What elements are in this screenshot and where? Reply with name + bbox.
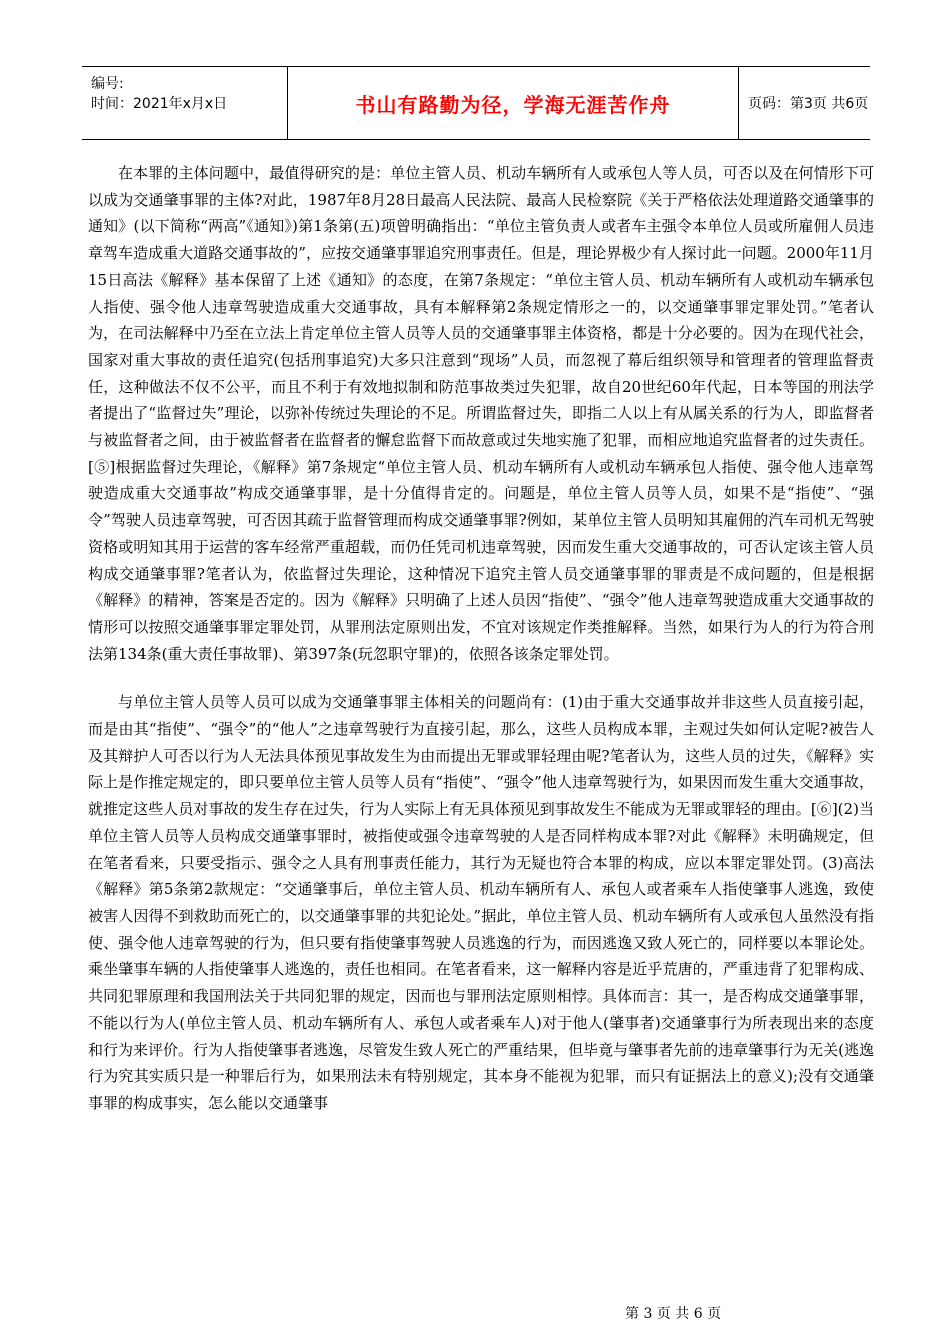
document-date-label: 时间：2021年x月x日 bbox=[91, 96, 228, 112]
page-footer: 第 3 页 共 6 页 bbox=[625, 1306, 722, 1322]
document-body bbox=[88, 160, 874, 1139]
document-code-label: 编号: bbox=[91, 76, 124, 92]
body-paragraph-2: 与单位主管人员等人员可以成为交通肇事罪主体相关的问题尚有：(1)由于重大交通事故并非这些人员直接引起，而是由其“指使”、“强令”的“他人”之违章驾驶行为直接引起，那么，这些人员构成本罪，主观过失如何认定呢?被告人及其辩护人可否以行为人无法具体预见事故发生为由而提出无罪或罪轻理由呢?笔者认为，这些人员的过失，《解释》实际上是作推定规定的，即只要单位主管人员等人员有“指使”、“强令”他人违章驾驶行为，如果因而发生重大交通事故，就推定这些人员对事故的发生存在过失，行为人实际上有无具体预见到事故发生不能成为无罪或罪轻的理由。[⑥](2)当单位主管人员等人员构成交通肇事罪时，被指使或强令违章驾驶的人是否同样构成本罪?对此《解释》未明确规定，但在笔者看来，只要受指示、强令之人具有刑事责任能力，其行为无疑也符合本罪的构成，应以本罪定罪处罚。(3)高法《解释》第5条第2款规定：“交通肇事后，单位主管人员、机动车辆所有人、承包人或者乘车人指使肇事人逃逸，致使被害人因得不到救助而死亡的，以交通肇事罪的共犯论处。”据此，单位主管人员、机动车辆所有人或承包人虽然没有指使、强令他人违章驾驶的行为，但只要有指使肇事驾驶人员逃逸的行为，而因逃逸又致人死亡的，同样要以本罪论处。乘坐肇事车辆的人指使肇事人逃逸的，责任也相同。在笔者看来，这一解释内容是近乎荒唐的，严重违背了犯罪构成、共同犯罪原理和我国刑法关于共同犯罪的规定，因而也与罪刑法定原则相悖。具体而言：其一，是否构成交通肇事罪，不能以行为人(单位主管人员、机动车辆所有人、承包人或者乘车人)对于他人(肇事者)交通肇事行为所表现出来的态度和行为来评价。行为人指使肇事者逃逸，尽管发生致人死亡的严重结果，但毕竟与肇事者先前的违章肇事行为无关(逃逸行为究其实质只是一种罪后行为，如果刑法未有特别规定，其本身不能视为犯罪，而只有证据法上的意义);没有交通肇事罪的构成事实，怎么能以交通肇事 bbox=[88, 693, 874, 1112]
header-meta bbox=[82, 67, 288, 139]
body-paragraph-1: 在本罪的主体问题中，最值得研究的是：单位主管人员、机动车辆所有人或承包人等人员，可否以及在何情形下可以成为交通肇事罪的主体?对此，1987年8月28日最高人民法院、最高人民检察院《关于严格依法处理道路交通肇事的通知》(以下简称“两高”《通知》)第1条第(五)项曾明确指出：“单位主管负责人或者车主强令本单位人员或所雇佣人员违章驾车造成重大道路交通事故的”，应按交通肇事罪追究刑事责任。但是，理论界极少有人探讨此一问题。2000年11月15日高法《解释》基本保留了上述《通知》的态度，在第7条规定：“单位主管人员、机动车辆所有人或机动车辆承包人指使、强令他人违章驾驶造成重大交通事故，具有本解释第2条规定情形之一的，以交通肇事罪定罪处罚。”笔者认为，在司法解释中乃至在立法上肯定单位主管人员等人员的交通肇事罪主体资格，都是十分必要的。因为在现代社会，国家对重大事故的责任追究(包括刑事追究)大多只注意到“现场”人员，而忽视了幕后组织领导和管理者的管理监督责任，这种做法不仅不公平，而且不利于有效地拟制和防范事故类过失犯罪，故自20世纪60年代起，日本等国的刑法学者提出了“监督过失”理论，以弥补传统过失理论的不足。所谓监督过失，即指二人以上有从属关系的行为人，即监督者与被监督者之间，由于被监督者在监督者的懈怠监督下而故意或过失地实施了犯罪，而相应地追究监督者的过失责任。[⑤]根据监督过失理论，《解释》第7条规定“单位主管人员、机动车辆所有人或机动车辆承包人指使、强令他人违章驾驶造成重大交通事故”构成交通肇事罪，是十分值得肯定的。问题是，单位主管人员等人员，如果不是“指使”、“强令”驾驶人员违章驾驶，可否因其疏于监督管理而构成交通肇事罪?例如，某单位主管人员明知其雇佣的汽车司机无驾驶资格或明知其用于运营的客车经常严重超载，而仍任凭司机违章驾驶，因而发生重大交通事故的，可否认定该主管人员构成交通肇事罪?笔者认为，依监督过失理论，这种情况下追究主管人员交通肇事罪的罪责是不成问题的，但是根据《解释》的精神，答案是否定的。因为《解释》只明确了上述人员因“指使”、“强令”他人违章驾驶造成重大交通事故的情形可以按照交通肇事罪定罪处罚，从罪刑法定原则出发，不宜对该规定作类推解释。当然，如果行为人的行为符合刑法第134条(重大责任事故罪)、第397条(玩忽职守罪)的，依照各该条定罪处罚。 bbox=[88, 164, 874, 663]
header-page-info: 页码：第3页 共6页 bbox=[748, 96, 869, 112]
page-header bbox=[82, 66, 870, 140]
header-motto: 书山有路勤为径，学海无涯苦作舟 bbox=[288, 67, 739, 139]
